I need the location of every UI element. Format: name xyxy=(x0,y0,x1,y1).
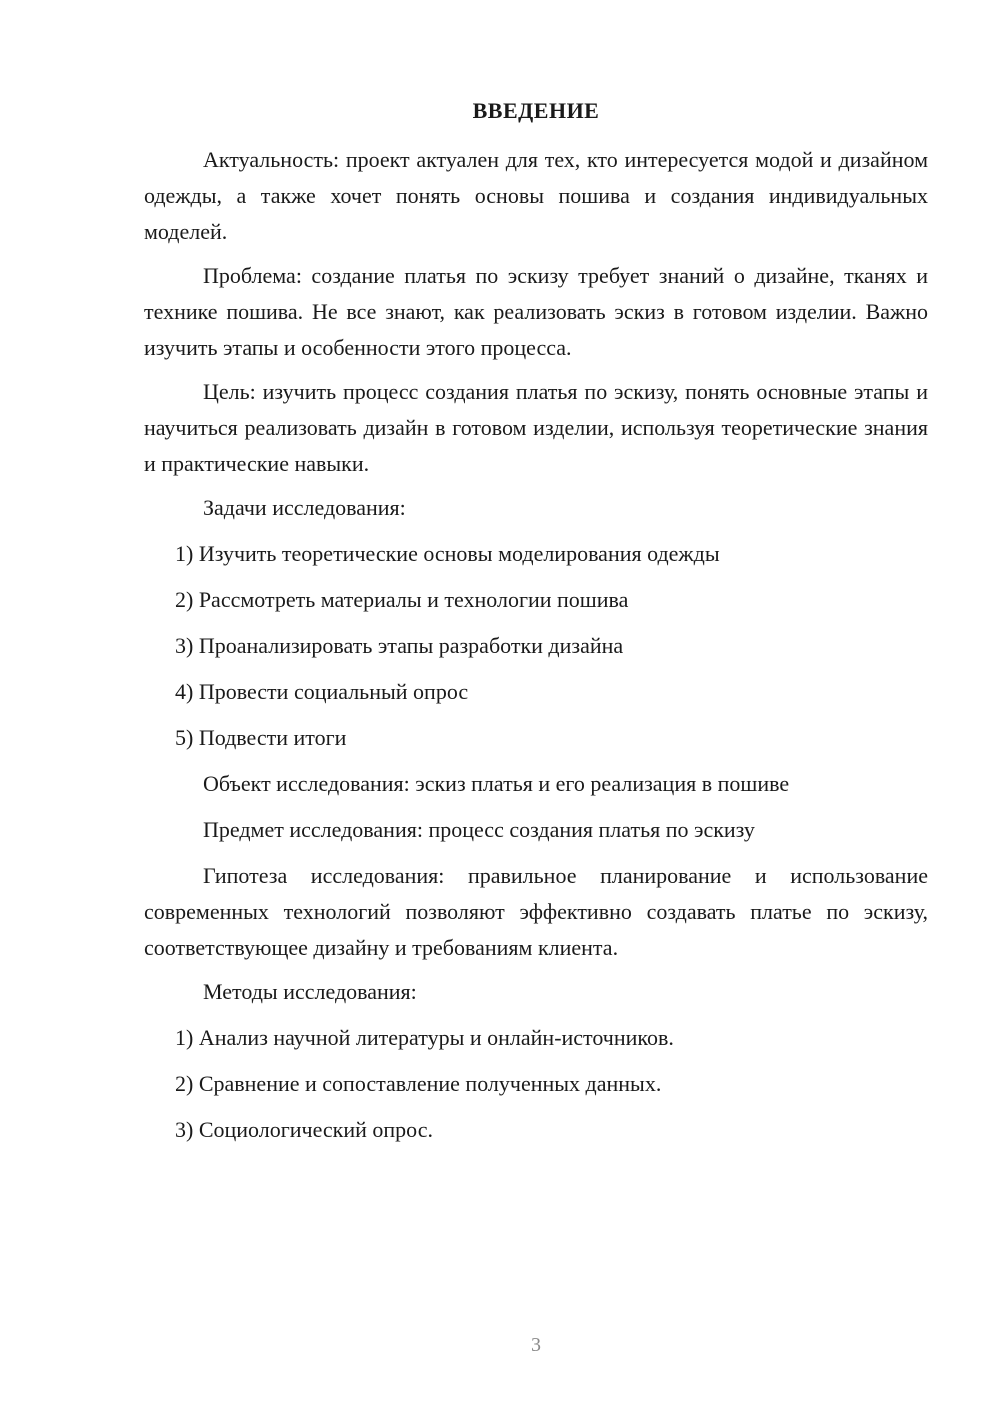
page-number: 3 xyxy=(531,1334,541,1356)
relevance-paragraph: Актуальность: проект актуален для тех, кто интересуется модой и дизайном одежды, а также хочет понять основы пошива и создания индивидуальных моделей. xyxy=(144,147,928,244)
goal-paragraph: Цель: изучить процесс создания платья по эскизу, понять основные этапы и научиться реализовать дизайн в готовом изделии, используя теоретические знания и практические навыки. xyxy=(144,379,928,476)
list-item: 3) Социологический опрос. xyxy=(175,1117,433,1142)
list-item: 5) Подвести итоги xyxy=(175,725,347,750)
list-item: 2) Рассмотреть материалы и технологии пошива xyxy=(175,587,629,612)
list-item: 1) Изучить теоретические основы моделирования одежды xyxy=(175,541,720,566)
tasks-heading: Задачи исследования: xyxy=(203,495,406,520)
problem-paragraph: Проблема: создание платья по эскизу требует знаний о дизайне, тканях и технике пошива. Не все знают, как реализовать эскиз в готовом изделии. Важно изучить этапы и особенности этого процесса. xyxy=(144,263,928,360)
list-item: 3) Проанализировать этапы разработки дизайна xyxy=(175,633,624,658)
tasks-list xyxy=(144,536,928,756)
document-page xyxy=(144,0,928,1414)
research-subject: Предмет исследования: процесс создания платья по эскизу xyxy=(203,817,755,842)
document-body xyxy=(144,142,928,1158)
hypothesis-paragraph: Гипотеза исследования: правильное планирование и использование современных технологий позволяют эффективно создавать платье по эскизу, соответствующее дизайну и требованиям клиента. xyxy=(144,863,928,960)
page-title: ВВЕДЕНИЕ xyxy=(472,98,600,123)
research-object: Объект исследования: эскиз платья и его реализация в пошиве xyxy=(203,771,790,796)
list-item: 2) Сравнение и сопоставление полученных данных. xyxy=(175,1071,662,1096)
methods-heading: Методы исследования: xyxy=(203,979,417,1004)
list-item: 1) Анализ научной литературы и онлайн-источников. xyxy=(175,1025,674,1050)
list-item: 4) Провести социальный опрос xyxy=(175,679,469,704)
methods-list xyxy=(144,1020,928,1148)
